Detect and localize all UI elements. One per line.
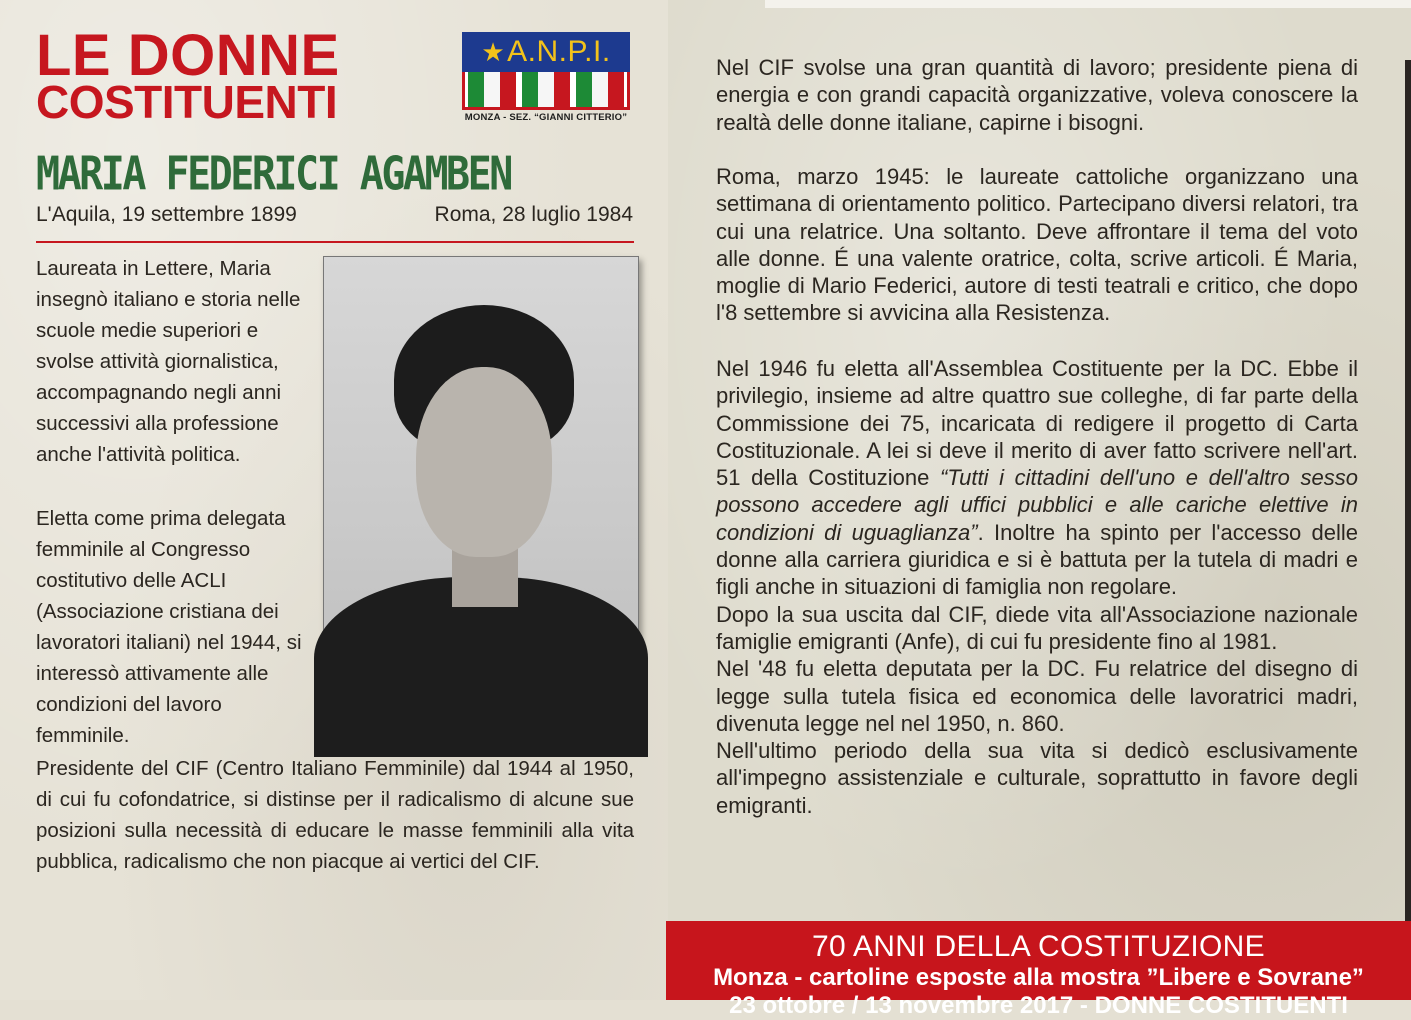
right-paragraph-3 [716,355,1358,819]
anpi-logo-banner [462,32,630,72]
right-edge-border [1405,60,1411,940]
anfe-text: Dopo la sua uscita dal CIF, diede vita all'Associazione nazionale famiglie emigranti (Anfe), di cui fu presidente fino al 1981. [716,601,1358,654]
flag-icon [522,72,570,107]
series-title-line2: COSTITUENTI [36,76,338,129]
star-icon: ★ [481,36,506,67]
final-period-text: Nell'ultimo periodo della sua vita si dedicò esclusivamente all'impegno assistenziale e culturale, soprattutto in favore degli emigranti. [716,738,1358,818]
flag-icon [576,72,624,107]
right-paragraph-1: Nel CIF svolse una gran quantità di lavoro; presidente piena di energia e con grandi capacità organizzative, voleva conoscere la realtà delle donne italiane, capirne i bisogni. [716,55,1358,135]
birth-info: L'Aquila, 19 settembre 1899 [36,203,297,226]
article-51-quote: “Tutti i cittadini dell'uno e dell'altro sesso possono accedere agli uffici pubblici e alle cariche elettive in condizioni di uguaglianza” [716,465,1358,545]
series-title-line1: LE DONNE [36,23,340,88]
anpi-logo-text: A.N.P.I. [507,35,611,68]
bio-paragraph-2: Eletta come prima delegata femminile al Congresso costitutivo delle ACLI (Associazione cristiana dei lavoratori italiani) nel 1944, si interessò attivamente alle condizioni del lavoro femminile. [36,507,302,747]
series-title [36,23,340,129]
bio-paragraph-1: Laureata in Lettere, Maria insegnò italiano e storia nelle scuole medie superiori e svolse attività giornalistica, accompagnando negli anni successivi alla professione anche l'attività politica. [36,257,301,466]
anpi-logo [462,32,630,128]
portrait-photo [323,256,639,720]
death-info: Roma, 28 luglio 1984 [434,203,633,226]
right-paragraph-2: Roma, marzo 1945: le laureate cattoliche organizzano una settimana di orientamento politico. Partecipano diversi relatori, tra cui una relatrice. Una soltanto. Deve affrontare il tema del voto alle donne. É una valente oratrice, colta, scrive articoli. É Maria, moglie di Mario Federici, autore di testi teatrali e critico, che dopo l'8 settembre si avvicina alla Resistenza. [716,164,1358,326]
flag-icon [468,72,516,107]
bio-paragraph-3: Presidente del CIF (Centro Italiano Femminile) dal 1944 al 1950, di cui fu cofondatrice, si distinse per il radicalismo di alcune sue posizioni sulla necessità di educare le masse femminili alla vita pubblica, radicalismo che non piacque ai vertici del CIF. [36,757,634,873]
anpi-logo-caption: MONZA - SEZ. “GIANNI CITTERIO” [464,112,628,123]
italian-flags [462,72,630,110]
top-strip [765,0,1411,8]
person-name: MARIA FEDERICI AGAMBEN [36,148,511,201]
banner-subtitle: Monza - cartoline esposte alla mostra ”Libere e Sovrane” [713,964,1364,991]
header-divider [36,241,634,243]
footer-banner [666,921,1411,1019]
banner-cut-line: 23 ottobre / 13 novembre 2017 - DONNE COSTITUENTI [729,992,1348,1019]
portrait-face [416,367,552,557]
constituent-text-cont: . Inoltre ha spinto per l'accesso delle donne alla carriera giuridica e si è battuta per la tutela di madri e figli anche in situazioni di famiglia non regolare. [716,519,1359,600]
deputy-text: Nel '48 fu eletta deputata per la DC. Fu relatrice del disegno di legge sulla tutela fisica ed economica delle lavoratrici madri, divenuta legge nel nel 1950, n. 860. [716,656,1358,736]
constituent-text: Nel 1946 fu eletta all'Assemblea Costituente per la DC. Ebbe il privilegio, insieme ad altre quattro sue colleghe, di far parte della Commissione dei 75, incaricata di redigere il progetto di Carta Costituzionale. A lei si deve il merito di aver fatto scrivere nell'art. 51 della Costituzione [716,356,1358,491]
banner-title: 70 ANNI DELLA COSTITUZIONE [812,930,1265,963]
